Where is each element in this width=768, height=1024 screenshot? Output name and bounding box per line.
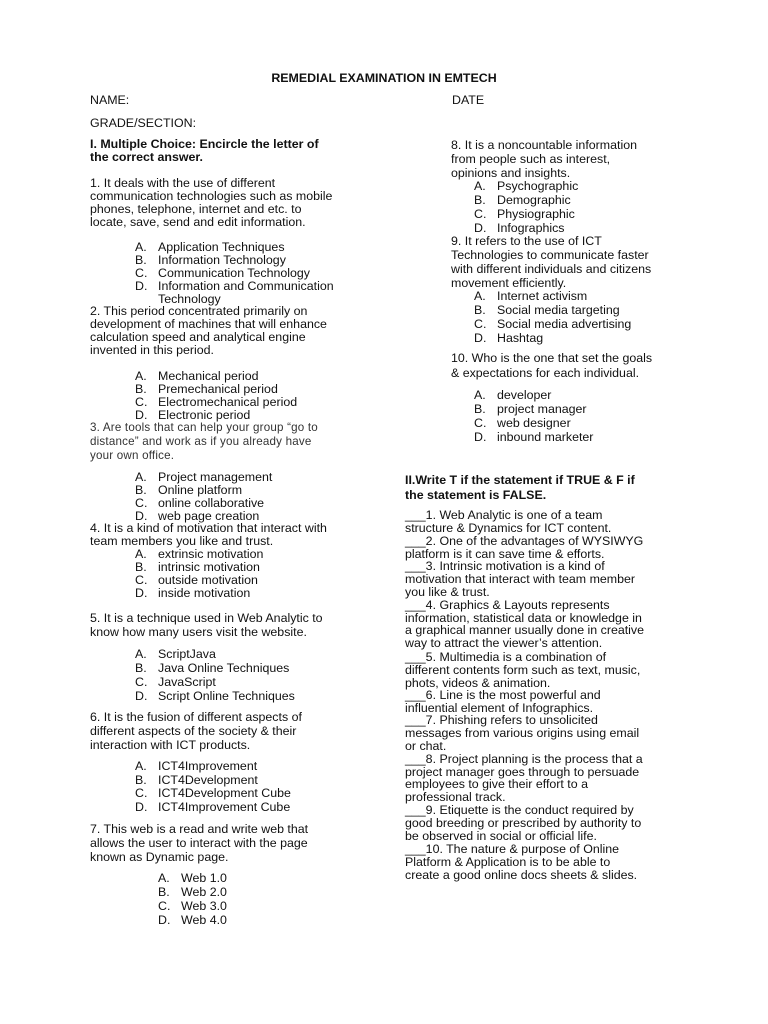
option: D. Information and Communication Technology xyxy=(135,279,334,306)
option: A. Internet activism xyxy=(474,289,588,303)
option: D. Script Online Techniques xyxy=(135,689,295,703)
option: B. Online platform xyxy=(135,483,243,497)
date-label: DATE xyxy=(452,93,485,107)
option: C. Social media advertising xyxy=(474,317,632,331)
tf-item: ___10. The nature & purpose of Online Platform & Application is to be able to create a good online docs sheets & slides. xyxy=(405,842,638,882)
tf-item: ___4. Graphics & Layouts represents information, statistical data or knowledge in a graphical manner usually done in creative way to attract the viewer’s attention. xyxy=(405,598,645,651)
option: A. Psychographic xyxy=(474,179,579,193)
option: C. outside motivation xyxy=(135,573,258,587)
part2-instruction: II.Write T if the statement if TRUE & F if the statement is FALSE. xyxy=(405,473,635,502)
option: A. Web 1.0 xyxy=(158,871,227,885)
option: D. ICT4Improvement Cube xyxy=(135,799,291,814)
option: B. Demographic xyxy=(474,193,571,207)
option: C. ICT4Development Cube xyxy=(135,786,291,800)
question-4-options xyxy=(135,548,395,600)
option: C. Electromechanical period xyxy=(135,395,298,409)
tf-item: ___7. Phishing refers to unsolicited messages from various origins using email or chat. xyxy=(405,713,640,753)
option: A. Mechanical period xyxy=(135,369,259,383)
option: B. Java Online Techniques xyxy=(135,661,290,675)
option: B. Information Technology xyxy=(135,253,286,267)
question-6-options xyxy=(135,760,395,814)
tf-item: ___9. Etiquette is the conduct required by good breeding or prescribed by authority to be observed in social or official life. xyxy=(405,803,642,843)
option: B. ICT4Development xyxy=(135,772,258,787)
option: A. ScriptJava xyxy=(135,647,216,661)
question-8-options xyxy=(474,179,694,235)
option: C. Web 3.0 xyxy=(158,899,227,913)
question-7-options xyxy=(158,871,378,927)
option: B. Premechanical period xyxy=(135,382,278,396)
tf-item: ___6. Line is the most powerful and influential element of Infographics. xyxy=(405,688,601,715)
option: C. JavaScript xyxy=(135,675,216,689)
grade-section-label: GRADE/SECTION: xyxy=(90,116,197,130)
option: D. Web 4.0 xyxy=(158,913,227,927)
option: D. web page creation xyxy=(135,509,260,523)
option: A. ICT4Improvement xyxy=(135,759,258,773)
option: D. inside motivation xyxy=(135,586,251,600)
question-10-options xyxy=(474,388,694,444)
question-7: 7. This web is a read and write web that allows the user to interact with the page known as Dynamic page. xyxy=(90,822,309,864)
question-2: 2. This period concentrated primarily on development of machines that will enhance calculation speed and analytical engine invented in this period. xyxy=(90,304,327,357)
option: C. web designer xyxy=(474,416,571,430)
option: A. extrinsic motivation xyxy=(135,547,264,561)
tf-item: ___3. Intrinsic motivation is a kind of motivation that interact with team member you like & trust. xyxy=(405,559,636,599)
option: A. developer xyxy=(474,388,552,402)
question-2-options xyxy=(135,370,395,422)
tf-item: ___2. One of the advantages of WYSIWYG platform is it can save time & efforts. xyxy=(405,534,644,561)
option: B. Web 2.0 xyxy=(158,885,227,899)
option: D. Electronic period xyxy=(135,408,251,422)
option: C. Physiographic xyxy=(474,207,575,221)
tf-item: ___8. Project planning is the process that a project manager goes through to persuade employees to give their effort to a professional track. xyxy=(405,752,643,804)
question-9-options xyxy=(474,289,694,345)
tf-item: ___1. Web Analytic is one of a team structure & Dynamics for ICT content. xyxy=(405,508,612,535)
option: A. Project management xyxy=(135,470,273,484)
part1-instruction: I. Multiple Choice: Encircle the letter of the correct answer. xyxy=(90,137,319,164)
question-4: 4. It is a kind of motivation that interact with team members you like and trust. xyxy=(90,521,327,548)
question-3: 3. Are tools that can help your group “go to distance” and work as if you already have your own office. xyxy=(90,421,318,462)
option: A. Application Techniques xyxy=(135,240,285,254)
question-3-options xyxy=(135,471,395,523)
question-6: 6. It is the fusion of different aspects of different aspects of the society & their interaction with ICT products. xyxy=(90,710,302,752)
question-1-options xyxy=(135,241,395,306)
tf-item: ___5. Multimedia is a combination of different contents form such as text, music, phots, videos & animation. xyxy=(405,650,641,690)
option: C. Communication Technology xyxy=(135,266,310,280)
question-5-options xyxy=(135,647,395,703)
question-10: 10. Who is the one that set the goals & expectations for each individual. xyxy=(451,351,653,380)
option: B. Social media targeting xyxy=(474,303,620,317)
option: D. inbound marketer xyxy=(474,430,594,444)
exam-title: REMEDIAL EXAMINATION IN EMTECH xyxy=(271,71,497,85)
name-label: NAME: xyxy=(90,93,130,107)
question-8: 8. It is a noncountable information from people such as interest, opinions and insights. xyxy=(451,138,637,180)
question-5: 5. It is a technique used in Web Analytic to know how many users visit the website. xyxy=(90,611,323,639)
option: B. intrinsic motivation xyxy=(135,560,260,574)
option: C. online collaborative xyxy=(135,496,265,510)
question-1: 1. It deals with the use of different communication technologies such as mobile phones, telephone, internet and etc. to locate, save, send and edit information. xyxy=(90,176,333,229)
option: D. Infographics xyxy=(474,221,565,235)
question-9: 9. It refers to the use of ICT Technologies to communicate faster with different individuals and citizens movement efficiently. xyxy=(451,234,652,290)
option: B. project manager xyxy=(474,402,587,416)
option: D. Hashtag xyxy=(474,331,544,345)
